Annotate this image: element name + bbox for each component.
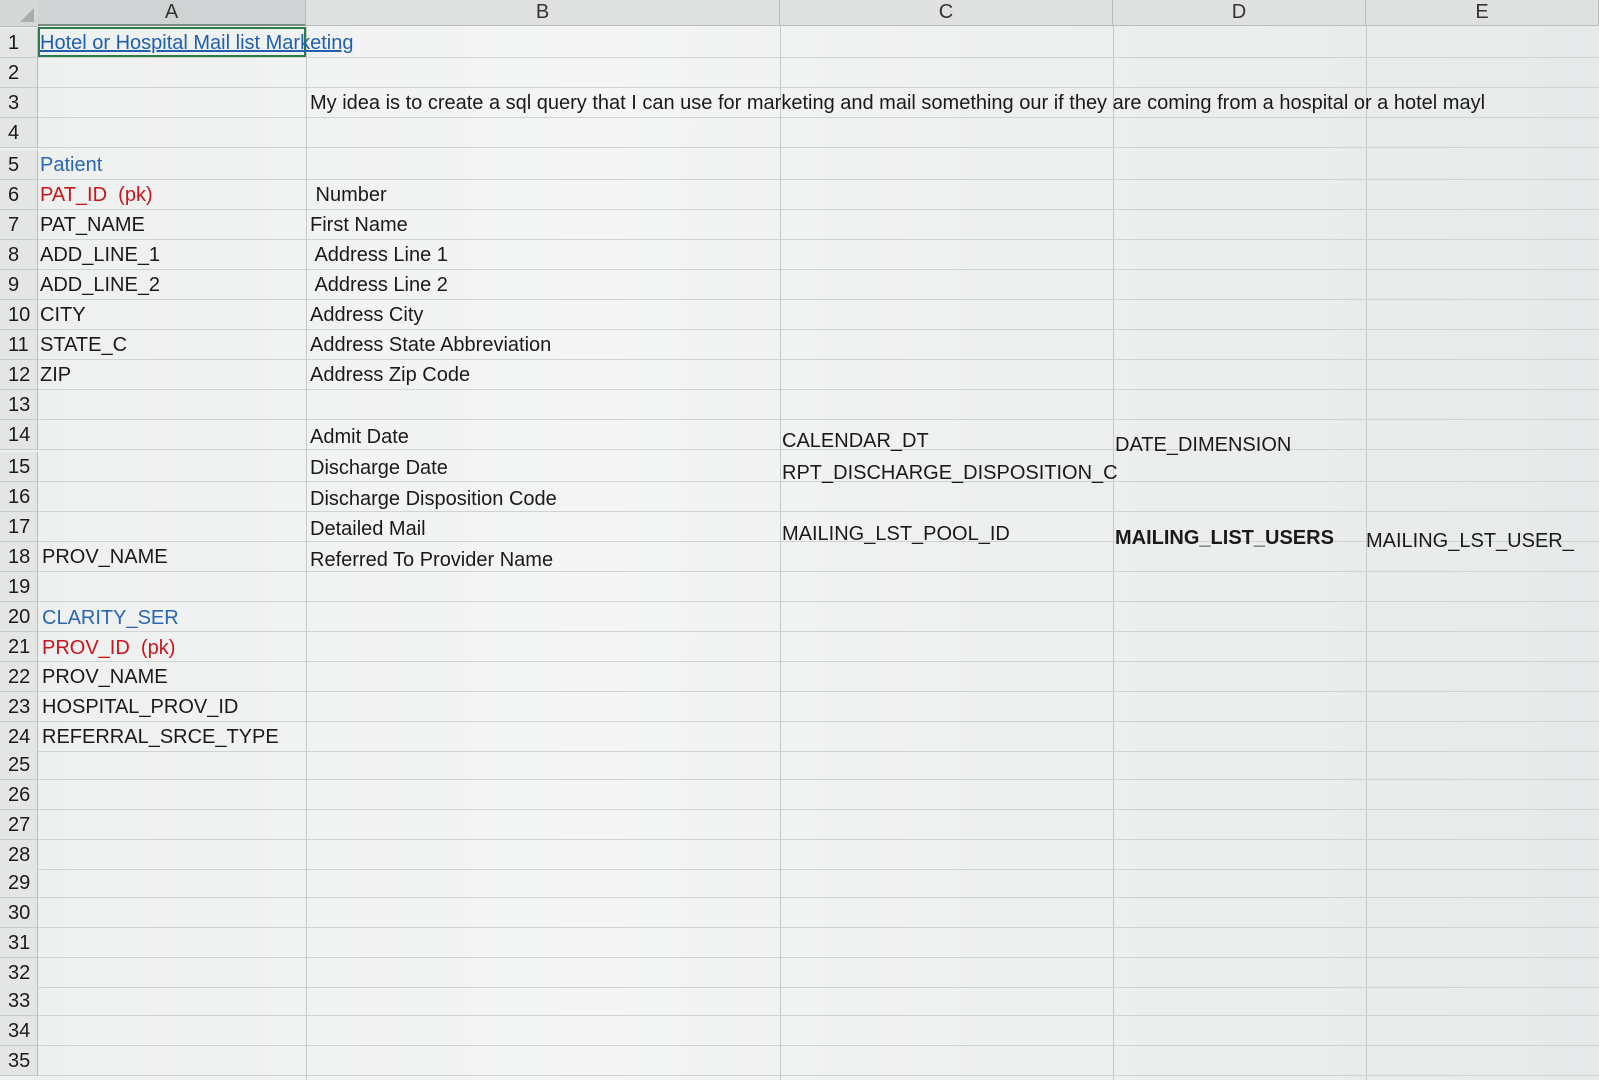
row-header[interactable]: 35: [0, 1046, 38, 1076]
row-header[interactable]: 13: [0, 390, 38, 420]
cell-d14[interactable]: DATE_DIMENSION: [1115, 434, 1292, 456]
row-header[interactable]: 22: [0, 662, 38, 692]
row-header[interactable]: 26: [0, 780, 38, 810]
row-divider: [38, 631, 1599, 632]
row-header[interactable]: 21: [0, 632, 38, 662]
cell-a21-primary-key[interactable]: PROV_ID (pk): [42, 637, 176, 659]
row-header[interactable]: 1: [0, 28, 38, 58]
row-header[interactable]: 25: [0, 750, 38, 780]
cell-b17[interactable]: Detailed Mail: [310, 518, 426, 540]
row-header[interactable]: 15: [0, 452, 38, 482]
cell-b16[interactable]: Discharge Disposition Code: [310, 488, 557, 510]
row-header[interactable]: 3: [0, 88, 38, 118]
row-header[interactable]: 12: [0, 360, 38, 390]
row-divider: [38, 299, 1599, 300]
cell-b6[interactable]: Number: [310, 184, 387, 206]
row-divider: [38, 897, 1599, 898]
column-header-a[interactable]: A: [38, 0, 306, 26]
row-header[interactable]: 4: [0, 118, 38, 148]
cell-a1-title-link[interactable]: Hotel or Hospital Mail list Marketing: [40, 32, 354, 54]
row-header[interactable]: 23: [0, 692, 38, 722]
row-header[interactable]: 31: [0, 928, 38, 958]
cell-e17[interactable]: MAILING_LST_USER_: [1366, 530, 1574, 552]
row-divider: [38, 511, 1599, 512]
cell-b9[interactable]: Address Line 2: [310, 274, 448, 296]
row-divider: [38, 419, 1599, 420]
cell-b12[interactable]: Address Zip Code: [310, 364, 471, 386]
column-header-b[interactable]: B: [306, 0, 780, 26]
row-header[interactable]: 16: [0, 482, 38, 512]
cell-a8[interactable]: ADD_LINE_1: [40, 244, 161, 266]
cell-b7[interactable]: First Name: [310, 214, 408, 236]
row-divider: [38, 209, 1599, 210]
row-header[interactable]: 14: [0, 420, 38, 450]
column-header-c[interactable]: C: [780, 0, 1113, 26]
column-header-e[interactable]: E: [1366, 0, 1599, 26]
row-header[interactable]: 8: [0, 240, 38, 270]
row-header[interactable]: 32: [0, 958, 38, 988]
cell-a7[interactable]: PAT_NAME: [40, 214, 145, 236]
column-header-d[interactable]: D: [1113, 0, 1366, 26]
row-header[interactable]: 33: [0, 986, 38, 1016]
row-divider: [38, 869, 1599, 870]
row-divider: [38, 779, 1599, 780]
cell-a20-table-name[interactable]: CLARITY_SER: [42, 607, 179, 629]
row-divider: [38, 179, 1599, 180]
cell-a5-table-name[interactable]: Patient: [40, 154, 103, 176]
row-divider: [38, 1045, 1599, 1046]
row-divider: [38, 839, 1599, 840]
row-header[interactable]: 10: [0, 300, 38, 330]
row-divider: [38, 269, 1599, 270]
row-header[interactable]: 18: [0, 542, 38, 572]
row-divider: [38, 1075, 1599, 1076]
cell-a18[interactable]: PROV_NAME: [42, 546, 168, 568]
row-header[interactable]: 7: [0, 210, 38, 240]
cell-b14[interactable]: Admit Date: [310, 426, 409, 448]
cell-a23[interactable]: HOSPITAL_PROV_ID: [42, 696, 239, 718]
row-divider: [38, 987, 1599, 988]
row-header[interactable]: 34: [0, 1016, 38, 1046]
row-header[interactable]: 20: [0, 602, 38, 632]
cell-c14[interactable]: CALENDAR_DT: [782, 430, 929, 452]
cell-a11[interactable]: STATE_C: [40, 334, 128, 356]
cell-a9[interactable]: ADD_LINE_2: [40, 274, 161, 296]
cell-a6-primary-key[interactable]: PAT_ID (pk): [40, 184, 153, 206]
row-header[interactable]: 28: [0, 840, 38, 870]
row-header[interactable]: 5: [0, 150, 38, 180]
row-header[interactable]: 2: [0, 58, 38, 88]
cell-a12[interactable]: ZIP: [40, 364, 72, 386]
cell-d17[interactable]: MAILING_LIST_USERS: [1115, 527, 1334, 549]
column-divider: [1113, 26, 1114, 1080]
cell-b8[interactable]: Address Line 1: [310, 244, 448, 266]
row-divider: [38, 957, 1599, 958]
row-divider: [38, 601, 1599, 602]
select-all-corner[interactable]: [0, 0, 39, 27]
row-divider: [38, 147, 1599, 148]
row-divider: [38, 927, 1599, 928]
row-header[interactable]: 29: [0, 868, 38, 898]
row-header[interactable]: 27: [0, 810, 38, 840]
row-header[interactable]: 30: [0, 898, 38, 928]
row-divider: [38, 691, 1599, 692]
row-divider: [38, 809, 1599, 810]
cell-c15[interactable]: RPT_DISCHARGE_DISPOSITION_C: [782, 462, 1118, 484]
cell-a22[interactable]: PROV_NAME: [42, 666, 168, 688]
cell-a10[interactable]: CITY: [40, 304, 86, 326]
row-divider: [38, 389, 1599, 390]
row-divider: [38, 1015, 1599, 1016]
row-header[interactable]: 6: [0, 180, 38, 210]
cell-b11[interactable]: Address State Abbreviation: [310, 334, 552, 356]
cell-b15[interactable]: Discharge Date: [310, 457, 448, 479]
row-divider: [38, 359, 1599, 360]
row-header[interactable]: 11: [0, 330, 38, 360]
cell-b3[interactable]: My idea is to create a sql query that I can use for marketing and mail something our if they are coming from a hospital or a hotel mayl: [310, 92, 1486, 114]
cell-b18[interactable]: Referred To Provider Name: [310, 549, 554, 571]
column-divider: [306, 26, 307, 1080]
row-divider: [38, 239, 1599, 240]
row-divider: [38, 661, 1599, 662]
cell-c17[interactable]: MAILING_LST_POOL_ID: [782, 523, 1010, 545]
cell-a24[interactable]: REFERRAL_SRCE_TYPE: [42, 726, 279, 748]
row-header[interactable]: 24: [0, 722, 38, 752]
row-header[interactable]: 17: [0, 512, 38, 542]
column-divider: [780, 26, 781, 1080]
cell-b10[interactable]: Address City: [310, 304, 424, 326]
row-header[interactable]: 9: [0, 270, 38, 300]
row-divider: [38, 571, 1599, 572]
row-divider: [38, 329, 1599, 330]
row-header[interactable]: 19: [0, 572, 38, 602]
